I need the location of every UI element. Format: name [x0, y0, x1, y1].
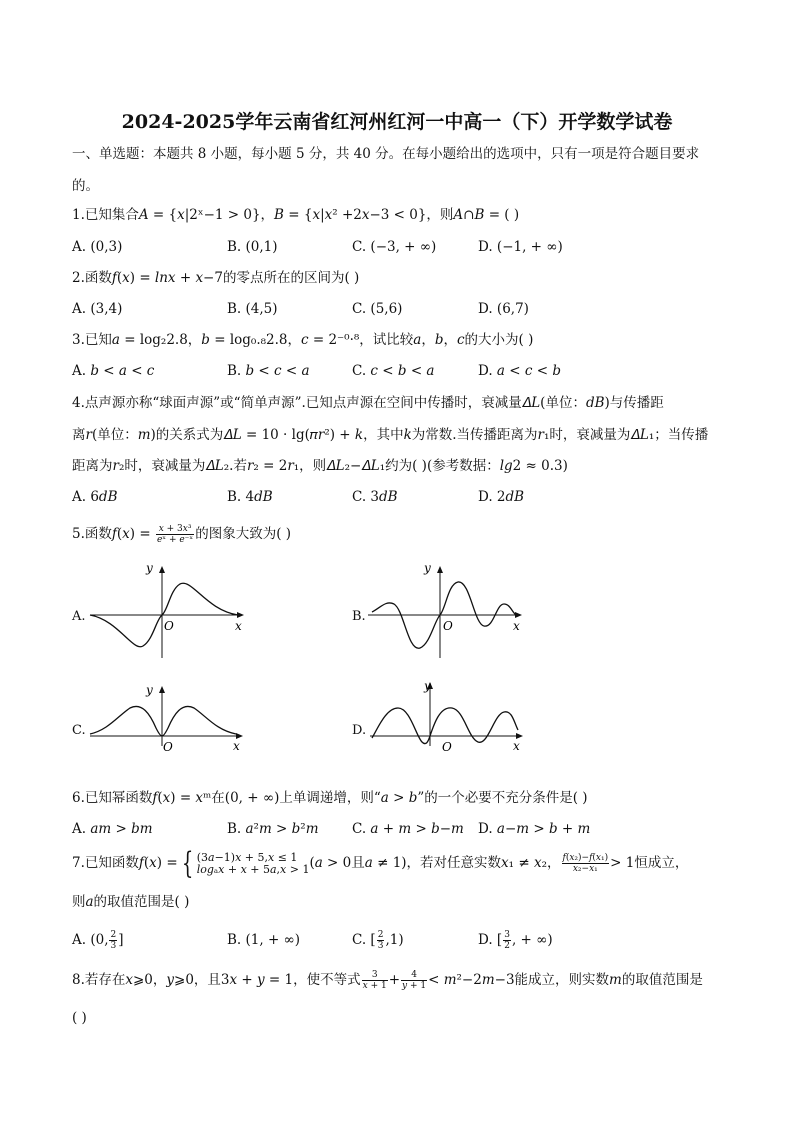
q7-brace: {	[181, 845, 193, 881]
graph-c	[88, 680, 253, 770]
question-8-stem	[72, 968, 703, 992]
q8-suffix: < 𝑚²−2𝑚−3能成立，则实数𝑚的取值范围是	[428, 972, 703, 988]
q7-c-den: 3	[377, 941, 384, 951]
q7-d-post: , + ∞)	[511, 932, 553, 948]
q3-option-b: B. 𝑏 < 𝑐 < 𝑎	[227, 363, 310, 379]
graph-a-x-label: 𝑥	[235, 619, 242, 633]
q8-frac2	[401, 970, 427, 991]
graph-d-y-label: 𝑦	[424, 679, 431, 693]
q4-option-a: A. 6𝑑𝐵	[72, 489, 118, 505]
q7-mid: (𝑎 > 0且𝑎 ≠ 1)，若对任意实数𝑥₁ ≠ 𝑥₂，	[309, 855, 561, 871]
q1-option-b: B. (0,1)	[227, 239, 278, 255]
question-4-line2: 离𝑟(单位：𝑚)的关系式为𝛥𝐿 = 10 · lg(𝜋𝑟²) + 𝑘，其中𝑘为常数.当传播距离为𝑟₁时，衰减量为𝛥𝐿₁；当传播	[72, 427, 709, 443]
graph-b-x-label: 𝑥	[513, 619, 520, 633]
q8-frac1	[362, 970, 388, 991]
graph-b-origin: 𝑂	[443, 619, 453, 633]
q7-d-num: 3	[504, 930, 510, 940]
q7-a-frac	[109, 930, 117, 951]
graph-a-label: A.	[72, 609, 86, 624]
graph-b-label: B.	[352, 609, 366, 624]
q7-option-a	[72, 930, 124, 951]
question-5-stem	[72, 524, 291, 545]
question-8-line2: ( )	[72, 1010, 87, 1026]
q5-suffix: 的图象大致为( )	[195, 526, 292, 542]
graph-d-label: D.	[352, 723, 367, 738]
q4-option-b: B. 4𝑑𝐵	[227, 489, 273, 505]
section-heading: 一、单选题：本题共 8 小题，每小题 5 分，共 40 分。在每小题给出的选项中，只有一项是符合题目要求	[72, 146, 700, 162]
q8-frac1-num: 3	[362, 970, 388, 981]
q5-frac-num: 𝑥 + 3𝑥³	[156, 524, 194, 535]
q4-option-c: C. 3𝑑𝐵	[352, 489, 398, 505]
q2-option-d: D. (6,7)	[478, 301, 529, 317]
q6-option-b: B. 𝑎²𝑚 > 𝑏²𝑚	[227, 821, 319, 837]
graph-b-y-label: 𝑦	[424, 561, 431, 575]
graph-d	[368, 676, 533, 771]
question-4-line1: 4.点声源亦称“球面声源”或“简单声源”.已知点声源在空间中传播时，衰减量𝛥𝐿(单位：𝑑𝐵)与传播距	[72, 395, 664, 411]
question-3-stem: 3.已知𝑎 = log₂2.8，𝑏 = log₀.₈2.8，𝑐 = 2⁻⁰·⁸，试比较𝑎，𝑏，𝑐的大小为( )	[72, 332, 534, 348]
q8-frac2-den: 𝑦 + 1	[402, 981, 427, 991]
q7-frac-den: 𝑥₂−𝑥₁	[572, 864, 598, 874]
q7-cases	[197, 852, 310, 876]
q1-option-a: A. (0,3)	[72, 239, 123, 255]
q7-prefix: 7.已知函数𝑓(𝑥) =	[72, 855, 178, 871]
exam-title: 2024-2025学年云南省红河州红河一中高一（下）开学数学试卷	[121, 111, 673, 133]
graph-b	[366, 560, 531, 660]
q8-prefix: 8.若存在𝑥⩾0，𝑦⩾0，且3𝑥 + 𝑦 = 1，使不等式	[72, 972, 361, 988]
q7-c-frac	[377, 930, 385, 951]
q5-fraction	[156, 524, 194, 545]
q2-option-a: A. (3,4)	[72, 301, 123, 317]
q7-frac-num: 𝑓(𝑥₂)−𝑓(𝑥₁)	[562, 853, 609, 863]
q7-option-c	[352, 930, 404, 951]
q6-option-a: A. 𝑎𝑚 > 𝑏𝑚	[72, 821, 153, 837]
question-7-stem	[72, 845, 689, 881]
graph-a-origin: 𝑂	[164, 619, 174, 633]
q7-case2: 𝑙𝑜𝑔ₐ𝑥 + 𝑥 + 5𝑎,𝑥 > 1	[196, 862, 310, 876]
q6-option-c: C. 𝑎 + 𝑚 > 𝑏−𝑚	[352, 821, 464, 837]
q7-case1: (3𝑎−1)𝑥 + 5,𝑥 ≤ 1	[196, 850, 298, 864]
question-2-stem: 2.函数𝑓(𝑥) = 𝑙𝑛𝑥 + 𝑥−7的零点所在的区间为( )	[72, 270, 360, 286]
q7-a-pre: A. (0,	[72, 932, 109, 948]
q1-option-d: D. (−1, + ∞)	[478, 239, 563, 255]
q6-option-d: D. 𝑎−𝑚 > 𝑏 + 𝑚	[478, 821, 591, 837]
q1-option-c: C. (−3, + ∞)	[352, 239, 437, 255]
question-4-line3: 距离为𝑟₂时，衰减量为𝛥𝐿₂.若𝑟₂ = 2𝑟₁，则𝛥𝐿₂−𝛥𝐿₁约为( )(参考数据：𝑙𝑔2 ≈ 0.3)	[72, 458, 568, 474]
q7-c-num: 2	[377, 930, 384, 940]
q7-d-pre: D. [	[478, 932, 503, 948]
graph-a-y-label: 𝑦	[146, 561, 153, 575]
q8-frac1-den: 𝑥 + 1	[362, 981, 387, 991]
q7-option-b: B. (1, + ∞)	[227, 932, 301, 948]
graph-c-origin: 𝑂	[163, 740, 173, 754]
q7-fraction	[562, 853, 610, 874]
q7-suffix: > 1恒成立，	[610, 855, 689, 871]
q3-option-a: A. 𝑏 < 𝑎 < 𝑐	[72, 363, 155, 379]
question-7-line2: 则𝑎的取值范围是( )	[72, 894, 190, 910]
q2-option-c: C. (5,6)	[352, 301, 403, 317]
q4-option-d: D. 2𝑑𝐵	[478, 489, 525, 505]
q7-c-pre: C. [	[352, 932, 376, 948]
q5-prefix: 5.函数𝑓(𝑥) =	[72, 526, 151, 542]
q7-a-num: 2	[110, 930, 117, 940]
q2-option-b: B. (4,5)	[227, 301, 278, 317]
question-1-stem: 1.已知集合𝐴 = {𝑥|2ˣ−1 > 0}，𝐵 = {𝑥|𝑥² +2𝑥−3 < 0}，则𝐴∩𝐵 = ( )	[72, 207, 520, 223]
section-heading-cont: 的。	[72, 178, 99, 194]
q7-d-den: 2	[504, 941, 510, 951]
q3-option-d: D. 𝑎 < 𝑐 < 𝑏	[478, 363, 561, 379]
q5-frac-den: 𝑒ˣ + 𝑒⁻ˣ	[156, 535, 194, 545]
q8-plus: +	[388, 972, 401, 988]
graph-c-x-label: 𝑥	[233, 739, 240, 753]
graph-a	[88, 560, 253, 660]
graph-c-y-label: 𝑦	[146, 683, 153, 697]
q7-option-d	[478, 930, 553, 951]
q7-a-post: ]	[118, 932, 124, 948]
q7-c-post: ,1)	[385, 932, 404, 948]
q3-option-c: C. 𝑐 < 𝑏 < 𝑎	[352, 363, 435, 379]
graph-c-label: C.	[72, 723, 86, 738]
q7-d-frac	[503, 930, 511, 951]
question-6-stem: 6.已知幂函数𝑓(𝑥) = 𝑥ᵐ在(0, + ∞)上单调递增，则“𝑎 > 𝑏”的一个必要不充分条件是( )	[72, 790, 588, 806]
q7-a-den: 3	[110, 941, 117, 951]
graph-d-origin: 𝑂	[442, 740, 452, 754]
graph-d-x-label: 𝑥	[513, 739, 520, 753]
q8-frac2-num: 4	[401, 970, 427, 981]
